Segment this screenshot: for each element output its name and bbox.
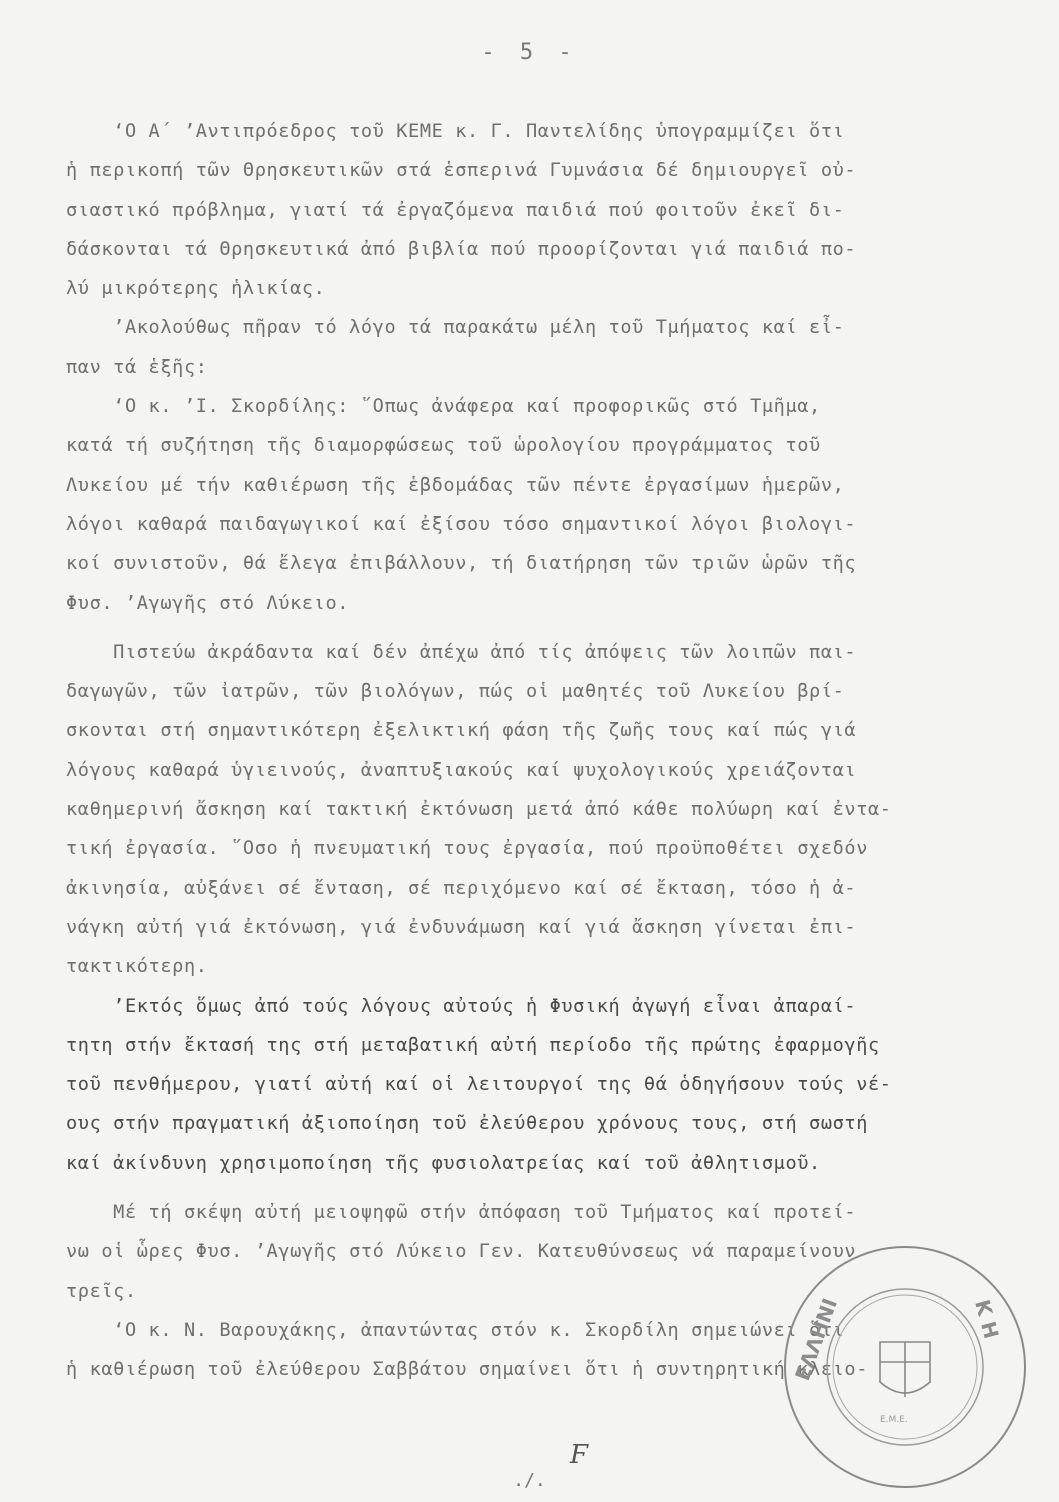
- text-line: ἡ περικοπή τῶν Θρησκευτικῶν στά ἑσπερινά Γυμνάσια δέ δημιουργεῖ οὐ-: [66, 160, 857, 182]
- paragraph-gap: [66, 623, 1026, 633]
- text-line: ‘Ο κ. ’Ι. Σκορδίλης: ῞Οπως ἀνάφερα καί προφορικῶς στό Τμῆμα,: [66, 396, 821, 418]
- text-line: δαγωγῶν, τῶν ἰατρῶν, τῶν βιολόγων, πώς οἱ μαθητές τοῦ Λυκείου βρί-: [66, 681, 845, 703]
- svg-text:Κ Η: Κ Η: [970, 1297, 1004, 1342]
- document-body: [66, 112, 1026, 1390]
- text-line: δάσκονται τά Θρησκευτικά ἀπό βιβλία πού προορίζονται γιά παιδιά πο-: [66, 238, 857, 260]
- page-number: - 5 -: [481, 40, 578, 65]
- text-line: τακτικότερη.: [66, 956, 208, 978]
- text-line: τική ἐργασία. ῞Οσο ἡ πνευματική τους ἐργασία, πού προϋποθέτει σχεδόν: [66, 838, 869, 860]
- text-line: λόγους καθαρά ὑγιεινούς, ἀναπτυξιακούς καί ψυχολογικούς χρειάζονται: [66, 759, 857, 781]
- text-line: παν τά ἑξῆς:: [66, 356, 208, 378]
- text-line: ‘Ο Α΄ ’Αντιπρόεδρος τοῦ ΚΕΜΕ κ. Γ. Παντελίδης ὑπογραμμίζει ὅτι: [66, 121, 845, 142]
- text-line: Πιστεύω ἀκράδαντα καί δέν ἀπέχω ἀπό τίς ἀπόψεις τῶν λοιπῶν παι-: [66, 641, 857, 663]
- text-line: λύ μικρότερης ἡλικίας.: [66, 278, 326, 300]
- text-line: Λυκείου μέ τήν καθιέρωση τῆς ἑβδομάδας τῶν πέντε ἐργασίμων ἡμερῶν,: [66, 474, 845, 496]
- text-line: νάγκη αὐτή γιά ἐκτόνωση, γιά ἐνδυνάμωση καί γιά ἄσκηση γίνεται ἐπι-: [66, 916, 857, 938]
- text-line: τοῦ πενθήμερου, γιατί αὐτή καί οἱ λειτουργοί της θά ὁδηγήσουν τούς νέ-: [66, 1074, 892, 1096]
- text-line: ’Ακολούθως πῆραν τό λόγο τά παρακάτω μέλη τοῦ Τμήματος καί εἶ-: [66, 317, 845, 339]
- text-line: Φυσ. ’Αγωγῆς στό Λύκειο.: [66, 592, 350, 614]
- paragraph-gap: [66, 1183, 1026, 1193]
- text-line: νω οἱ ὧρες Φυσ. ’Αγωγῆς στό Λύκειο Γεν. Κατευθύνσεως νά παραμείνουν: [66, 1241, 857, 1263]
- svg-text:ΕΛΛΗΝΙ: ΕΛΛΗΝΙ: [790, 1295, 842, 1384]
- text-line: κατά τή συζήτηση τῆς διαμορφώσεως τοῦ ὡρολογίου προγράμματος τοῦ: [66, 435, 821, 457]
- initials-signature: Ϝ: [570, 1440, 589, 1470]
- text-line: λόγοι καθαρά παιδαγωγικοί καί ἐξίσου τόσο σημαντικοί λόγοι βιολογι-: [66, 513, 857, 535]
- continuation-mark: ./.: [513, 1470, 546, 1491]
- text-line: τητη στήν ἔκτασή της στή μεταβατική αὐτή περίοδο τῆς πρώτης ἐφαρμογῆς: [66, 1034, 880, 1056]
- text-line: ‘Ο κ. Ν. Βαρουχάκης, ἀπαντώντας στόν κ. Σκορδίλη σημειώνει ὅτι: [66, 1319, 845, 1341]
- text-line: σιαστικό πρόβλημα, γιατί τά ἐργαζόμενα παιδιά πού φοιτοῦν ἐκεῖ δι-: [66, 199, 845, 221]
- text-line: καί ἀκίνδυνη χρησιμοποίηση τῆς φυσιολατρείας καί τοῦ ἀθλητισμοῦ.: [66, 1152, 821, 1174]
- text-line: ἀκινησία, αὐξάνει σέ ἔνταση, σέ περιχόμενο καί σέ ἔκταση, τόσο ἡ ἀ-: [66, 877, 857, 899]
- svg-text:Ε.Μ.Ε.: Ε.Μ.Ε.: [880, 1415, 908, 1425]
- text-line: ’Εκτός ὅμως ἀπό τούς λόγους αὐτούς ἡ Φυσική ἀγωγή εἶναι ἀπαραί-: [66, 995, 857, 1017]
- text-line: Μέ τή σκέψη αὐτή μειοψηφῶ στήν ἀπόφαση τοῦ Τμήματος καί προτεί-: [66, 1202, 857, 1224]
- text-line: καθημερινή ἄσκηση καί τακτική ἐκτόνωση μετά ἀπό κάθε πολύωρη καί ἐντα-: [66, 799, 892, 821]
- text-line: ους στήν πραγματική ἀξιοποίηση τοῦ ἐλεύθερου χρόνους τους, στή σωστή: [66, 1113, 869, 1135]
- text-line: ἡ καθιέρωση τοῦ ἐλεύθερου Σαββάτου σημαίνει ὅτι ἡ συντηρητική κλειο-: [66, 1359, 869, 1381]
- text-line: κοί συνιστοῦν, θά ἔλεγα ἐπιβάλλουν, τή διατήρηση τῶν τριῶν ὡρῶν τῆς: [66, 553, 857, 575]
- text-line: τρεῖς.: [66, 1280, 137, 1302]
- text-line: σκονται στή σημαντικότερη ἐξελικτική φάση τῆς ζωῆς τους καί πώς γιά: [66, 720, 857, 742]
- official-stamp: [770, 1232, 1040, 1502]
